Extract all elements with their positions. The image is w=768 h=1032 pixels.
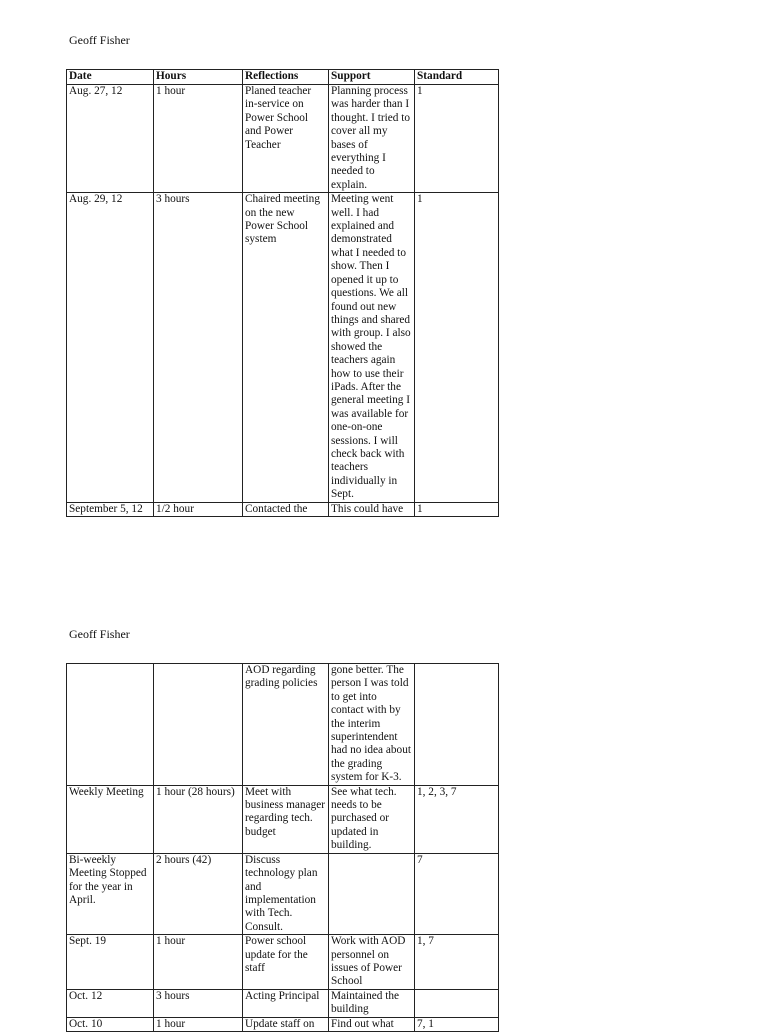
cell-reflections: AOD regarding grading policies <box>243 664 329 786</box>
cell-hours: 1 hour (28 hours) <box>154 785 243 853</box>
cell-hours: 1 hour <box>154 935 243 990</box>
cell-support: Meeting went well. I had explained and demonstrated what I needed to show. Then I opened it up to questions. We all found out new things and shared with group. I also showed the teachers again how to use their iPads. After the general meeting I was available for one-on-one sessions. I will check back with teachers individually in Sept. <box>329 193 415 502</box>
cell-reflections: Meet with business manager regarding tech. budget <box>243 785 329 853</box>
header-support: Support <box>329 70 415 85</box>
cell-hours: 2 hours (42) <box>154 853 243 934</box>
cell-hours: 3 hours <box>154 193 243 502</box>
cell-reflections: Chaired meeting on the new Power School system <box>243 193 329 502</box>
cell-support: Find out what <box>329 1017 415 1031</box>
cell-standard: 7, 1 <box>415 1017 499 1031</box>
cell-reflections: Acting Principal <box>243 989 329 1017</box>
cell-standard: 1 <box>415 502 499 516</box>
header-standard: Standard <box>415 70 499 85</box>
cell-standard <box>415 664 499 786</box>
page2-log-table <box>66 663 499 1032</box>
table-row <box>67 1017 499 1031</box>
cell-standard: 1 <box>415 85 499 193</box>
cell-support: This could have <box>329 502 415 516</box>
table-row <box>67 664 499 786</box>
cell-date: Aug. 29, 12 <box>67 193 154 502</box>
cell-support: Work with AOD personnel on issues of Power School <box>329 935 415 990</box>
cell-support <box>329 853 415 934</box>
cell-reflections: Update staff on <box>243 1017 329 1031</box>
cell-hours: 1/2 hour <box>154 502 243 516</box>
cell-support: gone better. The person I was told to get into contact with by the interim superintendent had no idea about the grading system for K-3. <box>329 664 415 786</box>
table-row <box>67 853 499 934</box>
cell-reflections: Contacted the <box>243 502 329 516</box>
cell-hours: 1 hour <box>154 1017 243 1031</box>
cell-date: September 5, 12 <box>67 502 154 516</box>
cell-date: Aug. 27, 12 <box>67 85 154 193</box>
cell-hours: 1 hour <box>154 85 243 193</box>
cell-date: Oct. 12 <box>67 989 154 1017</box>
table-row <box>67 193 499 502</box>
table-row <box>67 989 499 1017</box>
table-row <box>67 502 499 516</box>
cell-support: See what tech. needs to be purchased or updated in building. <box>329 785 415 853</box>
header-reflections: Reflections <box>243 70 329 85</box>
header-date: Date <box>67 70 154 85</box>
cell-standard: 1, 7 <box>415 935 499 990</box>
cell-date: Sept. 19 <box>67 935 154 990</box>
cell-reflections: Power school update for the staff <box>243 935 329 990</box>
cell-support: Planning process was harder than I thought. I tried to cover all my bases of everything I needed to explain. <box>329 85 415 193</box>
page2-author: Geoff Fisher <box>69 627 130 641</box>
cell-reflections: Planed teacher in-service on Power School and Power Teacher <box>243 85 329 193</box>
cell-standard: 1, 2, 3, 7 <box>415 785 499 853</box>
cell-hours: 3 hours <box>154 989 243 1017</box>
page1-log-table <box>66 69 499 517</box>
cell-standard <box>415 989 499 1017</box>
cell-standard: 7 <box>415 853 499 934</box>
cell-standard: 1 <box>415 193 499 502</box>
cell-support: Maintained the building <box>329 989 415 1017</box>
table-row <box>67 785 499 853</box>
cell-date: Bi-weekly Meeting Stopped for the year in April. <box>67 853 154 934</box>
page1-author: Geoff Fisher <box>69 33 130 47</box>
cell-date <box>67 664 154 786</box>
table-header-row <box>67 70 499 85</box>
cell-hours <box>154 664 243 786</box>
cell-date: Weekly Meeting <box>67 785 154 853</box>
cell-date: Oct. 10 <box>67 1017 154 1031</box>
table-row <box>67 85 499 193</box>
header-hours: Hours <box>154 70 243 85</box>
table-row <box>67 935 499 990</box>
cell-reflections: Discuss technology plan and implementation with Tech. Consult. <box>243 853 329 934</box>
